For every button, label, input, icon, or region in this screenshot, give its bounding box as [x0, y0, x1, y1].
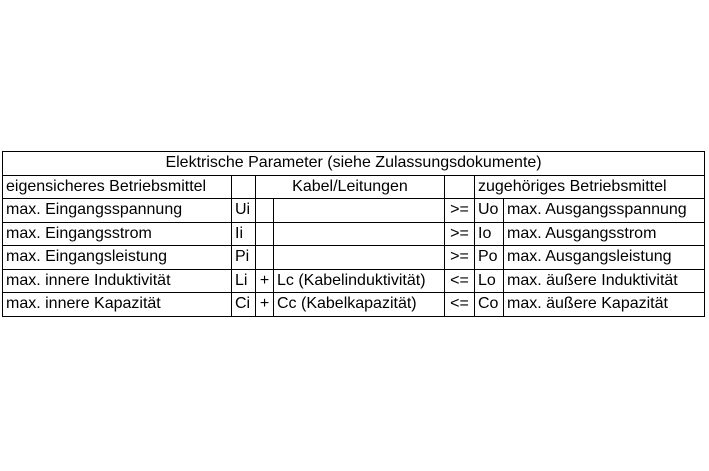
operator-cell: <= [445, 269, 475, 293]
assoc-param-cell: max. Ausgangsstrom [504, 222, 705, 246]
header-symbol-empty [232, 175, 256, 199]
param-cell: max. Eingangsleistung [3, 246, 232, 270]
assoc-symbol-cell: Io [475, 222, 504, 246]
cable-cell [274, 199, 445, 223]
assoc-param-cell: max. äußere Induktivität [504, 269, 705, 293]
plus-cell: + [256, 293, 274, 317]
header-row [3, 175, 705, 199]
electrical-parameters-table [2, 151, 705, 317]
assoc-param-cell: max. äußere Kapazität [504, 293, 705, 317]
table-row [3, 222, 705, 246]
operator-cell: >= [445, 246, 475, 270]
table-row [3, 246, 705, 270]
param-cell: max. innere Kapazität [3, 293, 232, 317]
assoc-symbol-cell: Co [475, 293, 504, 317]
cable-cell [274, 222, 445, 246]
param-cell: max. Eingangsspannung [3, 199, 232, 223]
operator-cell: >= [445, 199, 475, 223]
cable-cell: Cc (Kabelkapazität) [274, 293, 445, 317]
cable-cell: Lc (Kabelinduktivität) [274, 269, 445, 293]
table-row [3, 293, 705, 317]
operator-cell: >= [445, 222, 475, 246]
table-row [3, 269, 705, 293]
header-associated: zugehöriges Betriebsmittel [475, 175, 705, 199]
header-intrinsic: eigensicheres Betriebsmittel [3, 175, 232, 199]
title-row [3, 152, 705, 176]
param-cell: max. innere Induktivität [3, 269, 232, 293]
symbol-cell: Ci [232, 293, 256, 317]
symbol-cell: Ui [232, 199, 256, 223]
operator-cell: <= [445, 293, 475, 317]
table-row [3, 199, 705, 223]
plus-cell [256, 246, 274, 270]
symbol-cell: Pi [232, 246, 256, 270]
assoc-symbol-cell: Uo [475, 199, 504, 223]
symbol-cell: Li [232, 269, 256, 293]
header-operator-empty [445, 175, 475, 199]
cable-cell [274, 246, 445, 270]
table-title: Elektrische Parameter (siehe Zulassungsdokumente) [3, 152, 705, 176]
assoc-param-cell: max. Ausgangsleistung [504, 246, 705, 270]
header-cable: Kabel/Leitungen [256, 175, 445, 199]
plus-cell [256, 199, 274, 223]
assoc-symbol-cell: Po [475, 246, 504, 270]
param-cell: max. Eingangsstrom [3, 222, 232, 246]
plus-cell [256, 222, 274, 246]
plus-cell: + [256, 269, 274, 293]
assoc-param-cell: max. Ausgangsspannung [504, 199, 705, 223]
symbol-cell: Ii [232, 222, 256, 246]
assoc-symbol-cell: Lo [475, 269, 504, 293]
